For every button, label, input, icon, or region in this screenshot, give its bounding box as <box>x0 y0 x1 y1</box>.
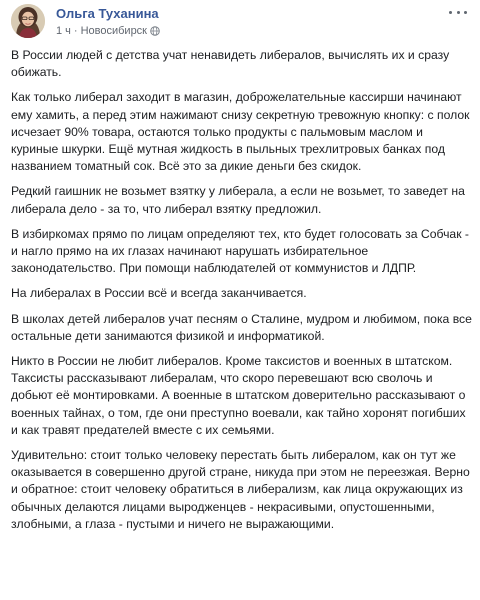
post-paragraph: В избиркомах прямо по лицам определяют тех, кто будет голосовать за Собчак - и нагло прямо на их глазах начинают нарушать избирательное законодательство. При помощи наблюдателей от коммунистов и ЛДПР. <box>11 226 469 276</box>
post-body <box>11 47 473 541</box>
more-dot <box>464 11 467 14</box>
more-options-icon[interactable] <box>449 6 467 18</box>
avatar[interactable] <box>11 4 45 38</box>
post-header <box>0 0 480 44</box>
post-meta <box>56 25 160 37</box>
post-paragraph: В России людей с детства учат ненавидеть либералов, вычислять их и сразу обижать. <box>11 48 450 80</box>
post-paragraph: Как только либерал заходит в магазин, доброжелательные кассирши начинают ему хамить, а перед этим нажимают снизу секретную тревожную кнопку: с полок исчезает 90% товара, остаются только продукты с пальмовым маслом и куриные шкурки. Ещё мутная жидкость в пыльных трехлитровых банках под названием томатный сок. Всё это за дикие деньги без скидок. <box>11 90 470 174</box>
meta-separator: · <box>73 25 78 37</box>
post-time[interactable]: 1 ч <box>56 25 71 37</box>
post-paragraph: В школах детей либералов учат песням о Сталине, мудром и любимом, пока все остальные дети занимаются физикой и информатикой. <box>11 311 472 343</box>
post-paragraph: На либералах в России всё и всегда заканчивается. <box>11 286 307 301</box>
globe-icon <box>150 26 160 36</box>
post-location[interactable]: Новосибирск <box>80 25 147 37</box>
post-paragraph: Никто в России не любит либералов. Кроме таксистов и военных в штатском. Таксисты рассказывают либералам, что скоро перевешают всю сволочь и добьют её монтировками. А военные в штатском доверительно рассказывают о военных тайнах, о том, где они преступно воевали, как тайно хоронят погибших и как травят предателей вместе с их семьями. <box>11 354 466 437</box>
more-dot <box>457 11 460 14</box>
post-paragraph: Удивительно: стоит только человеку перестать быть либералом, как он тут же оказывается в совершенно другой стране, никуда при этом не переезжая. Верно и обратное: стоит человеку обратиться в либерализм, как лица окружающих из обычных делаются лицами выродженцев - некрасивыми, опустошенными, злобными, а глаза - пустыми и ничего не выражающими. <box>11 448 470 531</box>
post-paragraph: Редкий гаишник не возьмет взятку у либерала, а если не возьмет, то заведет на либерала дело - за то, что либерал взятку предложил. <box>11 184 465 216</box>
profile-photo <box>11 4 45 38</box>
author-name[interactable]: Ольга Туханина <box>56 6 159 21</box>
more-dot <box>449 11 452 14</box>
